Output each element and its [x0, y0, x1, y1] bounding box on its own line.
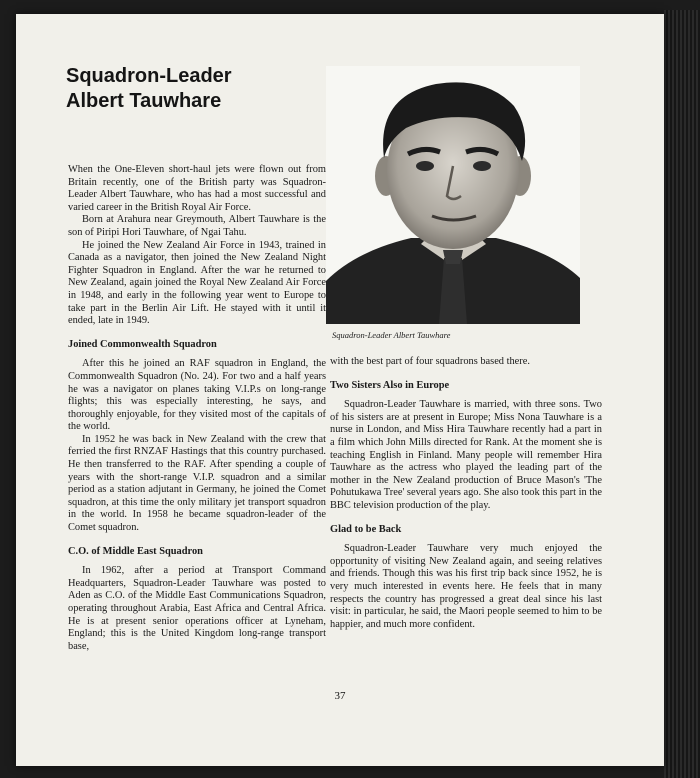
paragraph: Squadron-Leader Tauwhare very much enjoyed the opportunity of visiting New Zealand again, and seeing relatives and friends. Though this was his first trip back since 1952, he is very much interested in events here. He feels that in many respects the country has progressed a great deal since his last visit: in particular, he said, the Maori people seemed to him to be happier, and much more confident.: [330, 543, 602, 630]
portrait-illustration: [326, 66, 580, 324]
paragraph: In 1952 he was back in New Zealand with the crew that ferried the first RNZAF Hastings that this country purchased. He then transferred to the RAF. After spending a couple of years with the short-range V.I.P. squadron and a similar period as a station adjutant in Germany, he joined the Comet squadron, at this time the only military jet transport squadron in the world. In 1958 he became squadron-leader of the Comet squadron.: [68, 433, 326, 534]
paragraph: In 1962, after a period at Transport Command Headquarters, Squadron-Leader Tauwhare was posted to Aden as C.O. of the Middle East Communications Squadron, operating throughout Arabia, East Africa and Central Africa. He is at present senior operations officer at Lyneham, England; this is the United Kingdom long-range transport base,: [68, 565, 326, 652]
section-heading: C.O. of Middle East Squadron: [68, 545, 203, 557]
photo-caption: Squadron-Leader Albert Tauwhare: [332, 330, 451, 340]
title-line-1: Squadron-Leader: [66, 65, 232, 87]
title-line-2: Albert Tauwhare: [66, 90, 222, 112]
paragraph: Born at Arahura near Greymouth, Albert Tauwhare is the son of Piripi Hori Tauwhare, of Ngai Tahu.: [68, 214, 326, 238]
magazine-page: [16, 14, 664, 766]
portrait-photo: [326, 66, 580, 324]
book-binding-edge: [664, 10, 700, 778]
section-heading: Glad to be Back: [330, 523, 402, 535]
page-number: 37: [334, 690, 346, 702]
section-heading: Two Sisters Also in Europe: [330, 379, 450, 391]
paragraph: with the best part of four squadrons based there.: [330, 356, 530, 367]
left-column: [68, 164, 326, 653]
paragraph: After this he joined an RAF squadron in England, the Commonwealth Squadron (No. 24). For two and a half years he was a navigator on planes taking V.I.P.s on long-range flights; this was especially interesting, he says, and thoroughly enjoyable, for they visited most of the capitals of the world.: [68, 358, 326, 433]
section-heading: Joined Commonwealth Squadron: [68, 338, 217, 350]
paragraph: Squadron-Leader Tauwhare is married, with three sons. Two of his sisters are at present in Europe; Miss Nona Tauwhare is a nurse in London, and Miss Hira Tauwhare recently had a part in a film which John Mills directed for Rank. At the moment she is teaching English in Finland. Many people will remember Hira Tauwhare as the actress who played the leading part of the mother in the New Zealand production of Bruce Mason's 'The Pohutukawa Tree' several years ago. She also took this part in the BBC television production of the play.: [330, 399, 602, 511]
article-title: [66, 64, 232, 114]
right-column: [330, 356, 602, 631]
paragraph: He joined the New Zealand Air Force in 1943, trained in Canada as a navigator, then joined the New Zealand Night Fighter Squadron in England. After the war he returned to New Zealand, again joined the Royal New Zealand Air Force in 1948, and early in the following year went to Europe to take part in the Berlin Air Lift. He stayed with it until it ended, late in 1949.: [68, 239, 326, 327]
paragraph: When the One-Eleven short-haul jets were flown out from Britain recently, one of the British party was Squadron-Leader Albert Tauwhare, who has had a most successful and varied career in the British Royal Air Force.: [68, 164, 326, 213]
